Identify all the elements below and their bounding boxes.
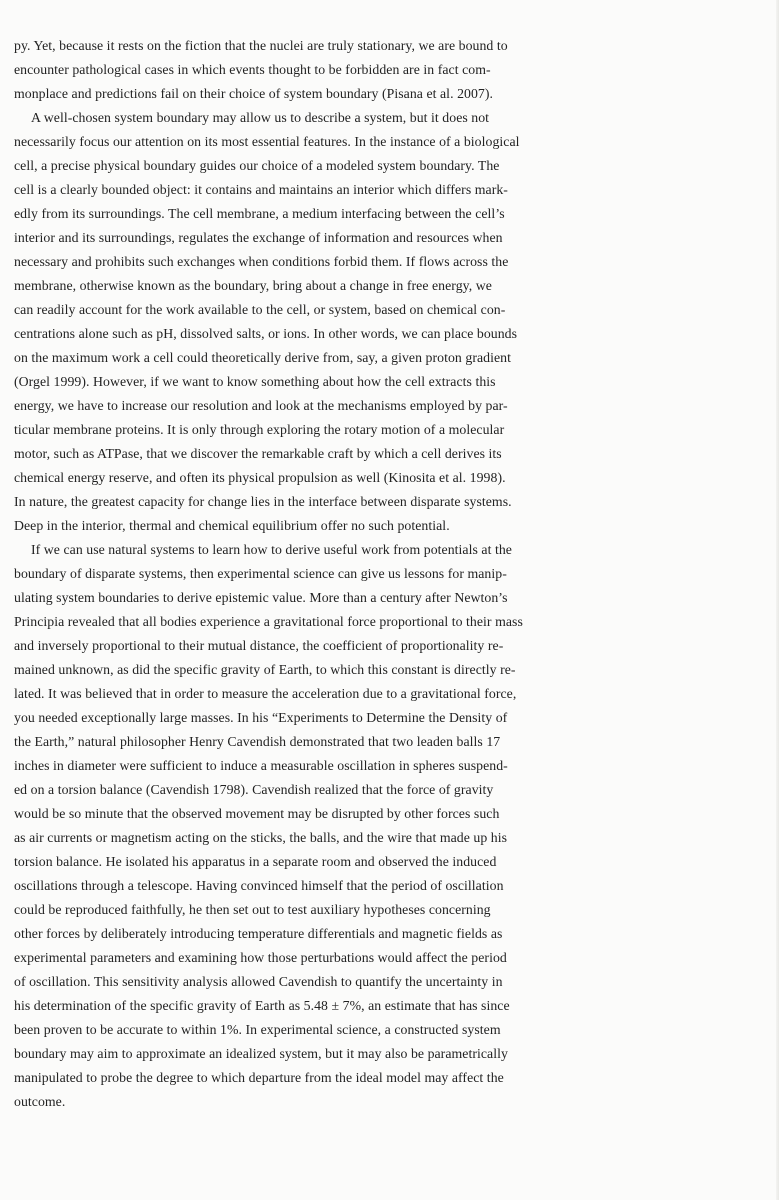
text-line: his determination of the specific gravity of Earth as 5.48 ± 7%, an estimate that has since xyxy=(14,998,510,1013)
text-line: you needed exceptionally large masses. In his “Experiments to Determine the Density of xyxy=(14,710,508,725)
text-line: other forces by deliberately introducing temperature differentials and magnetic fields as xyxy=(14,926,503,941)
text-line: py. Yet, because it rests on the fiction that the nuclei are truly stationary, we are bound to xyxy=(14,38,508,53)
text-line: boundary may aim to approximate an idealized system, but it may also be parametrically xyxy=(14,1046,508,1061)
text-line: on the maximum work a cell could theoretically derive from, say, a given proton gradient xyxy=(14,350,511,365)
text-line: necessarily focus our attention on its most essential features. In the instance of a biological xyxy=(14,134,520,149)
text-line: encounter pathological cases in which events thought to be forbidden are in fact com- xyxy=(14,62,491,77)
text-line: centrations alone such as pH, dissolved salts, or ions. In other words, we can place bounds xyxy=(14,326,518,341)
text-line: chemical energy reserve, and often its physical propulsion as well (Kinosita et al. 1998). xyxy=(14,470,506,485)
paragraph-start-line: A well-chosen system boundary may allow us to describe a system, but it does not xyxy=(31,110,490,125)
text-line: outcome. xyxy=(14,1094,66,1109)
text-line: monplace and predictions fail on their choice of system boundary (Pisana et al. 2007). xyxy=(14,86,494,101)
text-line: manipulated to probe the degree to which departure from the ideal model may affect the xyxy=(14,1070,504,1085)
text-line: been proven to be accurate to within 1%. In experimental science, a constructed system xyxy=(14,1022,501,1037)
text-line: experimental parameters and examining how those perturbations would affect the period xyxy=(14,950,507,965)
text-line: edly from its surroundings. The cell membrane, a medium interfacing between the cell’s xyxy=(14,206,505,221)
text-line: could be reproduced faithfully, he then set out to test auxiliary hypotheses concerning xyxy=(14,902,491,917)
text-line: (Orgel 1999). However, if we want to know something about how the cell extracts this xyxy=(14,374,496,389)
text-line: and inversely proportional to their mutual distance, the coefficient of proportionality re- xyxy=(14,638,504,653)
text-line: mained unknown, as did the specific gravity of Earth, to which this constant is directly re- xyxy=(14,662,516,677)
text-line: Deep in the interior, thermal and chemical equilibrium offer no such potential. xyxy=(14,518,450,533)
text-line: interior and its surroundings, regulates the exchange of information and resources when xyxy=(14,230,503,245)
text-line: In nature, the greatest capacity for change lies in the interface between disparate systems. xyxy=(14,494,512,509)
text-line: the Earth,” natural philosopher Henry Cavendish demonstrated that two leaden balls 17 xyxy=(14,734,501,749)
text-line: cell is a clearly bounded object: it contains and maintains an interior which differs mark- xyxy=(14,182,508,197)
text-line: of oscillation. This sensitivity analysis allowed Cavendish to quantify the uncertainty in xyxy=(14,974,503,989)
text-line: oscillations through a telescope. Having convinced himself that the period of oscillation xyxy=(14,878,504,893)
text-line: Principia revealed that all bodies experience a gravitational force proportional to their mass xyxy=(14,614,523,629)
body-text xyxy=(14,34,774,1114)
paragraph-start-line: If we can use natural systems to learn how to derive useful work from potentials at the xyxy=(31,542,512,557)
text-line: inches in diameter were sufficient to induce a measurable oscillation in spheres suspend- xyxy=(14,758,508,773)
text-line: torsion balance. He isolated his apparatus in a separate room and observed the induced xyxy=(14,854,497,869)
text-line: membrane, otherwise known as the boundary, bring about a change in free energy, we xyxy=(14,278,492,293)
text-line: ulating system boundaries to derive epistemic value. More than a century after Newton’s xyxy=(14,590,508,605)
text-line: can readily account for the work available to the cell, or system, based on chemical con- xyxy=(14,302,506,317)
text-line: lated. It was believed that in order to measure the acceleration due to a gravitational force, xyxy=(14,686,517,701)
text-line: necessary and prohibits such exchanges when conditions forbid them. If flows across the xyxy=(14,254,509,269)
text-line: energy, we have to increase our resolution and look at the mechanisms employed by par- xyxy=(14,398,508,413)
text-line: cell, a precise physical boundary guides our choice of a modeled system boundary. The xyxy=(14,158,500,173)
text-line: would be so minute that the observed movement may be disrupted by other forces such xyxy=(14,806,500,821)
text-line: motor, such as ATPase, that we discover the remarkable craft by which a cell derives its xyxy=(14,446,502,461)
text-line: boundary of disparate systems, then experimental science can give us lessons for manip- xyxy=(14,566,507,581)
text-line: ed on a torsion balance (Cavendish 1798). Cavendish realized that the force of gravity xyxy=(14,782,494,797)
text-line: as air currents or magnetism acting on the sticks, the balls, and the wire that made up his xyxy=(14,830,508,845)
text-line: ticular membrane proteins. It is only through exploring the rotary motion of a molecular xyxy=(14,422,505,437)
